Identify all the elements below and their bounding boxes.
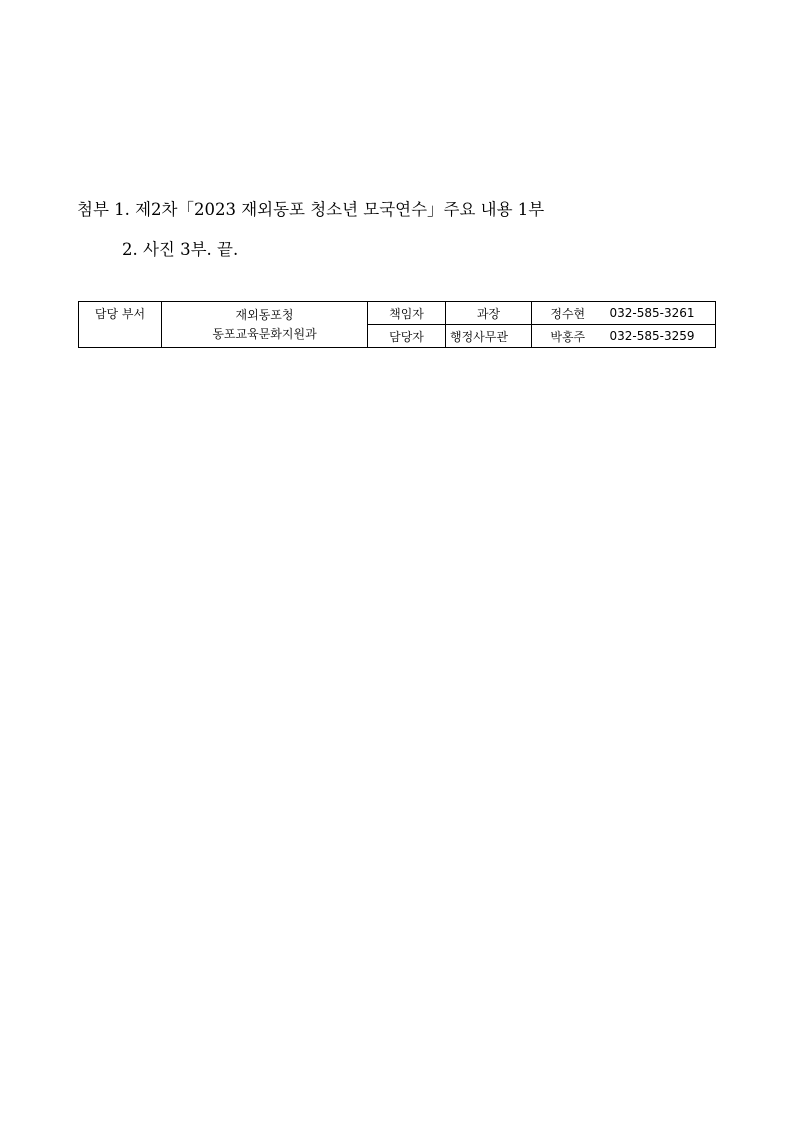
attachment-line-2: 2. 사진 3부. 끝. — [122, 240, 239, 259]
title-cell: 행정사무관 — [446, 325, 532, 348]
title-cell: 과장 — [446, 302, 532, 325]
attachment-line-1: 첨부 1. 제2차「2023 재외동포 청소년 모국연수」주요 내용 1부 — [77, 200, 545, 219]
contact-table — [78, 301, 716, 348]
phone-cell: 032-585-3259 — [604, 325, 716, 348]
role-cell: 담당자 — [368, 325, 446, 348]
dept-name — [162, 302, 368, 348]
name-cell: 박홍주 — [532, 325, 604, 348]
dept-label: 담당 부서 — [79, 302, 162, 348]
name-cell: 정수현 — [532, 302, 604, 325]
phone-cell: 032-585-3261 — [604, 302, 716, 325]
role-cell: 책임자 — [368, 302, 446, 325]
dept-name-line-1: 재외동포청 — [235, 307, 294, 322]
table-row — [79, 302, 716, 325]
dept-name-line-2: 동포교육문화지원과 — [212, 326, 317, 341]
